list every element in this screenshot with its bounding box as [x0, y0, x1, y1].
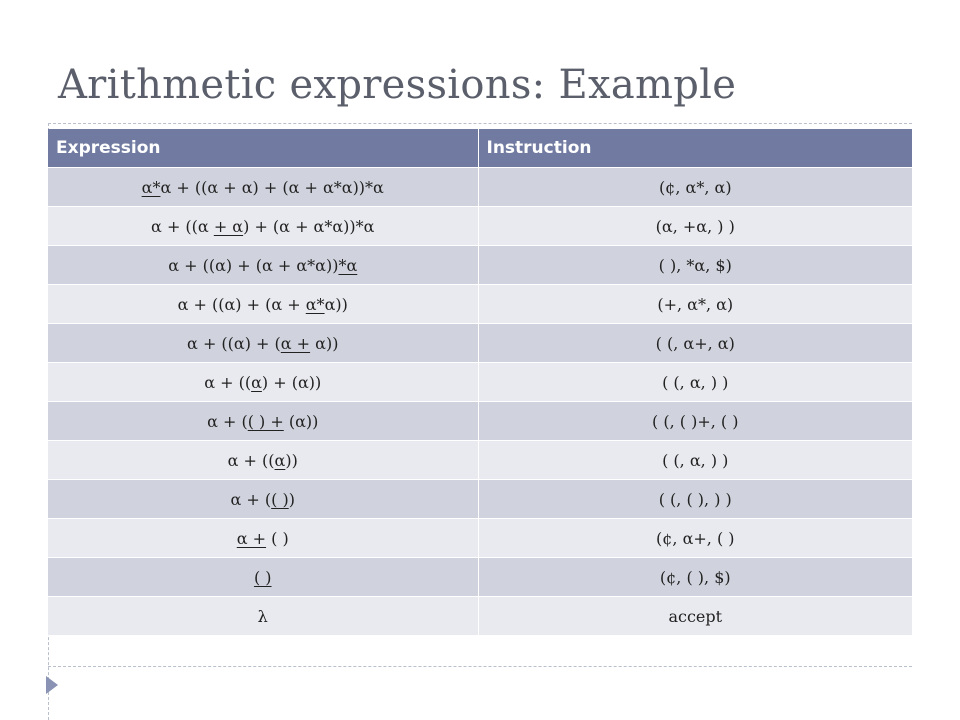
table-header-row	[48, 129, 912, 168]
instruction-cell: accept	[478, 597, 912, 636]
table-row	[48, 363, 912, 402]
table-row	[48, 441, 912, 480]
expression-cell	[48, 441, 478, 480]
instruction-cell: (+, α*, α)	[478, 285, 912, 324]
header-expression: Expression	[48, 129, 478, 168]
expression-text: λ	[257, 606, 268, 626]
expression-text: ( )	[266, 528, 289, 548]
expression-cell	[48, 324, 478, 363]
expression-text: α + ((	[204, 372, 252, 392]
table-row	[48, 402, 912, 441]
handle-underlined: α +	[280, 333, 311, 353]
table-row	[48, 324, 912, 363]
table-row	[48, 168, 912, 207]
expression-cell	[48, 480, 478, 519]
expression-cell	[48, 597, 478, 636]
instruction-cell: ( (, α, ) )	[478, 441, 912, 480]
expression-cell	[48, 246, 478, 285]
expression-text: α + ((α) + (	[187, 333, 281, 353]
expression-text: )	[288, 489, 295, 509]
handle-underlined: α*	[305, 294, 325, 314]
expression-cell	[48, 168, 478, 207]
expression-text: ))	[285, 450, 298, 470]
handle-underlined: α	[274, 450, 286, 470]
table-row	[48, 597, 912, 636]
expression-text: α + ((	[227, 450, 275, 470]
expression-text: ) + (α))	[261, 372, 322, 392]
expression-text: (α))	[283, 411, 319, 431]
expression-cell	[48, 207, 478, 246]
handle-underlined: α*	[141, 177, 161, 197]
expression-text: α + (	[207, 411, 248, 431]
expression-text: ) + (α + α*α))*α	[243, 216, 375, 236]
instruction-cell: (¢, ( ), $)	[478, 558, 912, 597]
instruction-cell: ( (, ( ), ) )	[478, 480, 912, 519]
instruction-cell: (¢, α+, ( )	[478, 519, 912, 558]
expression-table	[48, 129, 912, 635]
slide-title: Arithmetic expressions: Example	[58, 62, 737, 108]
handle-underlined: ( ) +	[247, 411, 284, 431]
expression-text: α + (	[230, 489, 272, 509]
bottom-divider	[48, 666, 912, 667]
expression-cell	[48, 402, 478, 441]
table-body	[48, 168, 912, 636]
expression-text: α + ((α) + (α + α*α))	[168, 255, 339, 275]
instruction-cell: (α, +α, ) )	[478, 207, 912, 246]
instruction-cell: ( ), *α, $)	[478, 246, 912, 285]
table-row	[48, 558, 912, 597]
expression-text: α + ((α) + (α +	[177, 294, 306, 314]
handle-underlined: *α	[338, 255, 358, 275]
table-row	[48, 246, 912, 285]
expression-cell	[48, 558, 478, 597]
expression-text: α + ((α + α) + (α + α*α))*α	[160, 177, 384, 197]
header-instruction: Instruction	[478, 129, 912, 168]
expression-cell	[48, 285, 478, 324]
handle-underlined: α +	[236, 528, 267, 548]
instruction-cell: (¢, α*, α)	[478, 168, 912, 207]
table-row	[48, 480, 912, 519]
table-row	[48, 285, 912, 324]
triangle-bullet-icon	[46, 676, 58, 694]
instruction-cell: ( (, α+, α)	[478, 324, 912, 363]
table-row	[48, 207, 912, 246]
expression-text: α + ((α	[151, 216, 214, 236]
handle-underlined: ( )	[253, 567, 272, 587]
handle-underlined: α	[251, 372, 262, 392]
expression-text: α))	[310, 333, 339, 353]
expression-text: α))	[324, 294, 348, 314]
expression-cell	[48, 519, 478, 558]
top-divider	[48, 123, 912, 124]
instruction-cell: ( (, ( )+, ( )	[478, 402, 912, 441]
handle-underlined: + α	[213, 216, 244, 236]
expression-cell	[48, 363, 478, 402]
table-row	[48, 519, 912, 558]
instruction-cell: ( (, α, ) )	[478, 363, 912, 402]
handle-underlined: ( )	[271, 489, 289, 509]
